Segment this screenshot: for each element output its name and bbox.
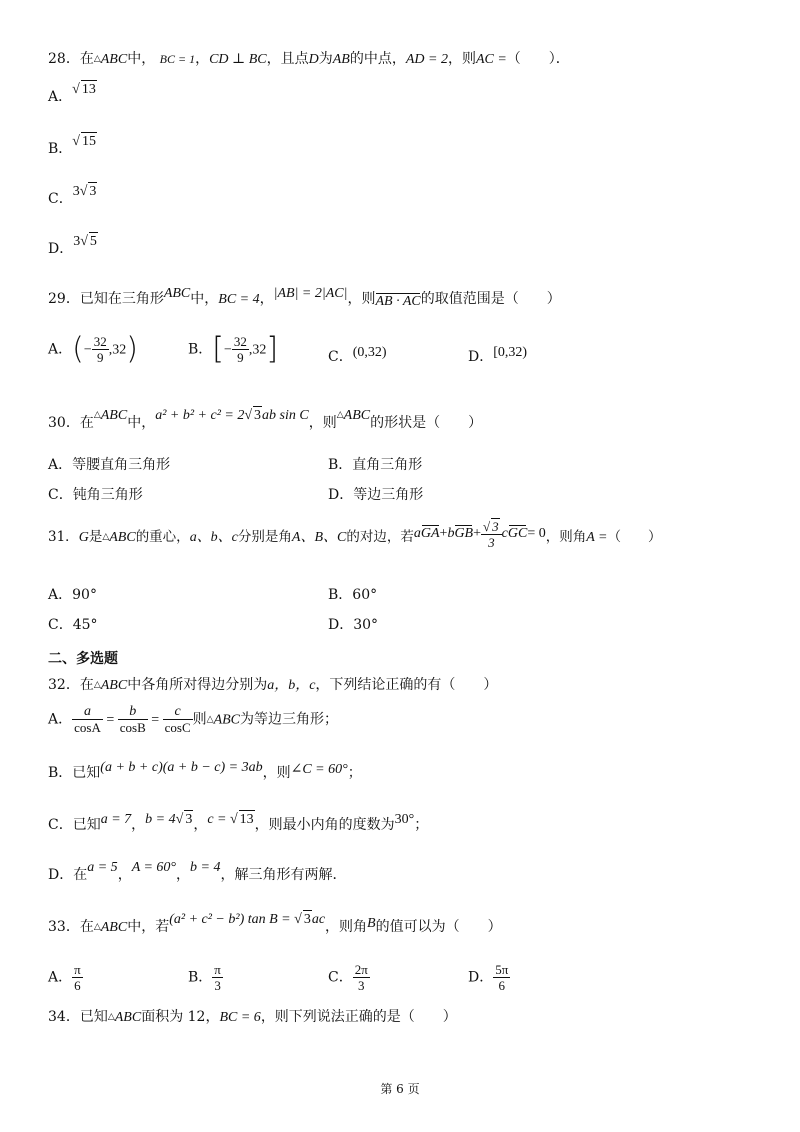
- math: c: [501, 526, 508, 542]
- radicand: 15: [81, 134, 96, 149]
- math: |AB| = 2|AC|: [273, 286, 348, 301]
- minus: −: [224, 342, 232, 358]
- fraction: [118, 704, 148, 735]
- text: 在: [79, 415, 94, 431]
- triangle-symbol: △: [93, 922, 101, 932]
- text: 的取值范围是（ ）: [420, 291, 561, 307]
- triangle-symbol: △: [93, 410, 101, 420]
- denominator: 3: [488, 535, 495, 550]
- option-label: A．: [48, 341, 73, 358]
- numerator: π: [74, 962, 81, 977]
- text: ，则下列说法正确的是（ ）: [260, 1009, 457, 1025]
- text: 已知: [72, 817, 101, 833]
- text: ；: [414, 817, 429, 833]
- radicand: 3: [303, 912, 311, 927]
- option-label: B．: [48, 765, 73, 781]
- text: ，: [131, 817, 146, 833]
- equation-rhs: ab sin C: [262, 408, 309, 423]
- radicand: 3: [185, 812, 193, 827]
- text: （ ）．: [506, 51, 570, 67]
- denominator: cosC: [164, 720, 191, 735]
- text: 的值可以为（ ）: [375, 919, 502, 935]
- math: CD ⊥ BC: [209, 52, 267, 67]
- q32-option-a: A． $\frac{a}{\cos A}$ = $\frac{b}{\cos B}$ = $\frac{c}{\cos C}$ 则△ABC为等边三角形；: [48, 704, 339, 735]
- math: a，b，c: [267, 678, 316, 693]
- math: ABC: [213, 712, 241, 728]
- q29-option-b: [188, 331, 279, 367]
- option-text: 30°: [353, 617, 379, 633]
- vector-equation: [413, 519, 546, 550]
- fraction: [493, 962, 510, 993]
- text: 中，: [190, 291, 219, 307]
- q33-option-a: [48, 962, 83, 993]
- math: ABC: [343, 408, 371, 423]
- numerator: a: [72, 704, 103, 720]
- question-number: 33．: [48, 919, 80, 935]
- text: ，则: [447, 51, 476, 67]
- numerator: 5π: [495, 962, 509, 977]
- option-label: A．: [48, 89, 73, 105]
- math: AB: [332, 52, 350, 67]
- radicand: 3: [492, 519, 499, 534]
- bracket: (: [72, 331, 84, 367]
- text: 在: [79, 51, 94, 67]
- q31-option-d: [328, 616, 378, 634]
- q29-option-d: [468, 345, 528, 367]
- math: BC = 6: [219, 1010, 261, 1025]
- bracket: ): [126, 331, 138, 367]
- option-label: C．: [48, 191, 73, 207]
- math: a: [413, 526, 421, 542]
- text: 中各角所对得边分别为: [127, 677, 268, 693]
- math: BC = 4: [218, 292, 260, 307]
- option-label: A．: [48, 711, 73, 728]
- bracket: [: [212, 331, 225, 367]
- math: B: [367, 916, 376, 931]
- radical: 3√ 3: [72, 184, 97, 199]
- question-number: 29．: [48, 291, 80, 307]
- option-text: 等边三角形: [353, 487, 424, 503]
- option-text: 直角三角形: [352, 457, 423, 473]
- text: 是: [88, 529, 103, 546]
- question-32-stem: [48, 676, 497, 695]
- q28-option-c: [48, 184, 97, 209]
- option-label: B．: [328, 457, 353, 473]
- option-label: A．: [48, 587, 73, 603]
- math: G: [78, 530, 89, 546]
- question-28-stem: [48, 50, 570, 69]
- q29-option-a: [48, 331, 138, 367]
- radicand: 3: [89, 184, 97, 199]
- text: ；: [347, 765, 362, 781]
- text: 为等边三角形；: [240, 711, 339, 728]
- q30-option-d: [328, 486, 423, 504]
- fraction: [481, 518, 502, 550]
- math: c = √ 13: [207, 812, 254, 827]
- option-label: D．: [468, 349, 494, 365]
- coefficient: 3: [73, 234, 81, 249]
- question-number: 34．: [48, 1009, 80, 1025]
- text: ，则角: [545, 529, 587, 546]
- interval: [0,32): [493, 345, 528, 360]
- q32-option-b: [48, 760, 362, 783]
- denominator: cosA: [74, 720, 101, 735]
- q31-option-c: [48, 616, 98, 634]
- question-number: 32．: [48, 677, 80, 693]
- q30-option-b: [328, 456, 422, 474]
- question-number: 30．: [48, 415, 80, 431]
- section-heading: 二、多选题: [48, 651, 118, 667]
- text: ，且点: [266, 51, 309, 67]
- equation: (a² + c² − b²) tan B = √ 3ac: [169, 912, 326, 927]
- math: ,32: [108, 342, 127, 358]
- text: 分别是角: [237, 529, 292, 546]
- text: ，则: [308, 415, 337, 431]
- text: ，: [117, 867, 132, 883]
- text: ，则: [262, 765, 291, 781]
- math: BC = 1: [159, 52, 196, 66]
- text: ，则: [347, 291, 376, 307]
- option-label: D．: [328, 487, 354, 503]
- math: ABC: [109, 530, 136, 546]
- q33-option-d: [468, 962, 510, 993]
- triangle-symbol: △: [93, 680, 101, 690]
- text: 的对边，若: [346, 529, 414, 546]
- radicand: 13: [81, 82, 96, 97]
- triangle-symbol: △: [93, 54, 101, 64]
- equation: a² + b² + c² = 2√ 3ab sin C: [155, 408, 309, 423]
- radicand: 5: [89, 234, 97, 249]
- q29-option-c: [328, 345, 387, 367]
- fraction: [163, 704, 193, 735]
- text: ，: [193, 817, 208, 833]
- numerator: 32: [233, 334, 247, 349]
- math: b = 4: [190, 860, 221, 875]
- option-label: D．: [48, 867, 74, 883]
- math: ABC: [114, 1010, 142, 1025]
- q28-option-a: [48, 82, 97, 107]
- option-label: B．: [188, 969, 213, 986]
- radical: √ 15: [72, 134, 96, 149]
- text: 则: [192, 711, 207, 728]
- text: ，下列结论正确的有（ ）: [315, 677, 498, 693]
- q33-option-c: [328, 962, 370, 993]
- interval: (0,32): [352, 345, 387, 360]
- option-label: C．: [328, 969, 353, 986]
- fraction: [232, 334, 249, 365]
- q31-option-b: [328, 586, 377, 604]
- option-label: C．: [328, 349, 353, 365]
- triangle-symbol: △: [107, 1012, 115, 1022]
- q28-option-b: [48, 134, 97, 159]
- question-33-stem: [48, 912, 502, 937]
- option-label: D．: [48, 241, 74, 257]
- math: ABC: [100, 678, 128, 693]
- text: 的中点，: [349, 51, 406, 67]
- fraction: [72, 704, 103, 735]
- numerator: 2π: [354, 962, 368, 977]
- math: a = 7: [100, 812, 132, 827]
- option-text: 60°: [352, 587, 378, 603]
- dot-product: [375, 294, 420, 309]
- numerator: b: [118, 704, 148, 720]
- numerator: √ 3: [481, 518, 502, 535]
- math: b: [447, 526, 455, 542]
- math: ,32: [248, 342, 267, 358]
- option-label: B．: [48, 141, 73, 157]
- text: 已知在三角形: [79, 291, 164, 307]
- q31-option-a: [48, 586, 97, 604]
- text: 在: [79, 919, 94, 935]
- option-label: C．: [48, 487, 73, 503]
- math: AC =: [475, 52, 507, 67]
- page-number: 第 6 页: [380, 1082, 420, 1096]
- text: 的形状是（ ）: [370, 415, 483, 431]
- text: ，: [195, 51, 210, 67]
- math: ∠C = 60°: [290, 762, 348, 777]
- denominator: 6: [74, 978, 81, 993]
- math: A = 60°: [131, 860, 177, 875]
- text: ，则角: [325, 919, 368, 935]
- text: （ ）: [607, 529, 662, 546]
- option-label: A．: [48, 969, 73, 986]
- text: ，: [259, 291, 274, 307]
- option-label: B．: [328, 587, 353, 603]
- math: ac: [311, 912, 326, 927]
- math: A =: [586, 530, 608, 546]
- text: 中，若: [127, 919, 170, 935]
- radicand: 3: [254, 408, 262, 423]
- denominator: cosB: [119, 720, 146, 735]
- math: AD = 2: [405, 52, 448, 67]
- vector-dot: AB · AC: [375, 294, 421, 309]
- minus: −: [83, 342, 92, 358]
- radicand: 13: [239, 812, 254, 827]
- triangle-abc: [337, 407, 370, 423]
- coefficient: 3: [72, 184, 80, 199]
- math: a、b、c: [189, 530, 238, 546]
- fraction: [72, 962, 83, 993]
- option-text: 等腰直角三角形: [72, 457, 171, 473]
- vector-ga: GA: [420, 526, 440, 542]
- text: ，则最小内角的度数为: [254, 817, 395, 833]
- denominator: 9: [97, 350, 104, 365]
- numerator: c: [163, 704, 193, 720]
- q32-option-d: [48, 860, 347, 885]
- triangle-abc: [94, 407, 127, 423]
- math: (a + b + c)(a + b − c) = 3ab: [100, 760, 263, 775]
- question-30-stem: [48, 408, 483, 433]
- text: ，解三角形有两解．: [220, 867, 347, 883]
- triangle-symbol: △: [206, 714, 214, 725]
- math: D: [308, 52, 319, 67]
- math: b = 4: [145, 812, 176, 827]
- math: ABC: [100, 408, 128, 423]
- math: (a² + c² − b²) tan B =: [169, 912, 291, 927]
- numerator: 32: [93, 334, 107, 349]
- q30-option-c: [48, 486, 143, 504]
- vector-gc: GC: [507, 526, 528, 542]
- fraction: [212, 962, 223, 993]
- denominator: 3: [214, 978, 221, 993]
- triangle-symbol: △: [102, 532, 110, 543]
- q32-option-c: [48, 812, 429, 835]
- plus: +: [439, 526, 448, 542]
- radical: √ 13: [72, 82, 96, 97]
- math: 30°: [394, 812, 415, 827]
- fraction: [92, 334, 109, 365]
- text: 中，: [127, 415, 156, 431]
- option-label: C．: [48, 817, 73, 833]
- math: b = 4√ 3: [145, 812, 193, 827]
- text: 在: [79, 677, 94, 693]
- bracket: ]: [266, 331, 279, 367]
- math: A、B、C: [291, 530, 347, 546]
- text: 面积为 12，: [141, 1009, 220, 1025]
- option-label: D．: [328, 617, 354, 633]
- equation-lhs: a² + b² + c² = 2: [155, 408, 245, 423]
- math: c =: [207, 812, 227, 827]
- option-text: 钝角三角形: [72, 487, 143, 503]
- numerator: π: [214, 962, 221, 977]
- text: 的重心，: [135, 529, 190, 546]
- plus: +: [473, 526, 482, 542]
- option-text: 45°: [72, 617, 98, 633]
- q30-option-a: [48, 456, 170, 474]
- text: 在: [73, 867, 88, 883]
- vector-gb: GB: [454, 526, 474, 542]
- text: 中，: [127, 51, 156, 67]
- text: ，: [176, 867, 191, 883]
- text: 已知: [72, 765, 101, 781]
- math: = 0: [527, 526, 546, 542]
- denominator: 9: [237, 350, 244, 365]
- option-text: 90°: [72, 587, 97, 603]
- option-label: D．: [468, 969, 494, 986]
- math: ABC: [100, 52, 128, 67]
- q33-option-b: [188, 962, 223, 993]
- option-label: A．: [48, 457, 73, 473]
- radical: 3√ 5: [73, 234, 97, 249]
- denominator: 3: [358, 978, 365, 993]
- question-34-stem: [48, 1008, 457, 1027]
- option-label: B．: [188, 341, 213, 358]
- question-number: 31．: [48, 529, 79, 546]
- text: 已知: [79, 1009, 108, 1025]
- question-number: 28．: [48, 51, 80, 67]
- question-31-stem: [48, 519, 662, 554]
- math: a = 5: [87, 860, 118, 875]
- q28-option-d: [48, 234, 98, 259]
- triangle-symbol: △: [336, 410, 344, 420]
- fraction: [353, 962, 370, 993]
- text: 为: [318, 51, 333, 67]
- math: ABC: [100, 920, 128, 935]
- denominator: 6: [498, 978, 506, 993]
- option-label: C．: [48, 617, 73, 633]
- math: ABC: [163, 286, 191, 301]
- question-29-stem: [48, 286, 561, 309]
